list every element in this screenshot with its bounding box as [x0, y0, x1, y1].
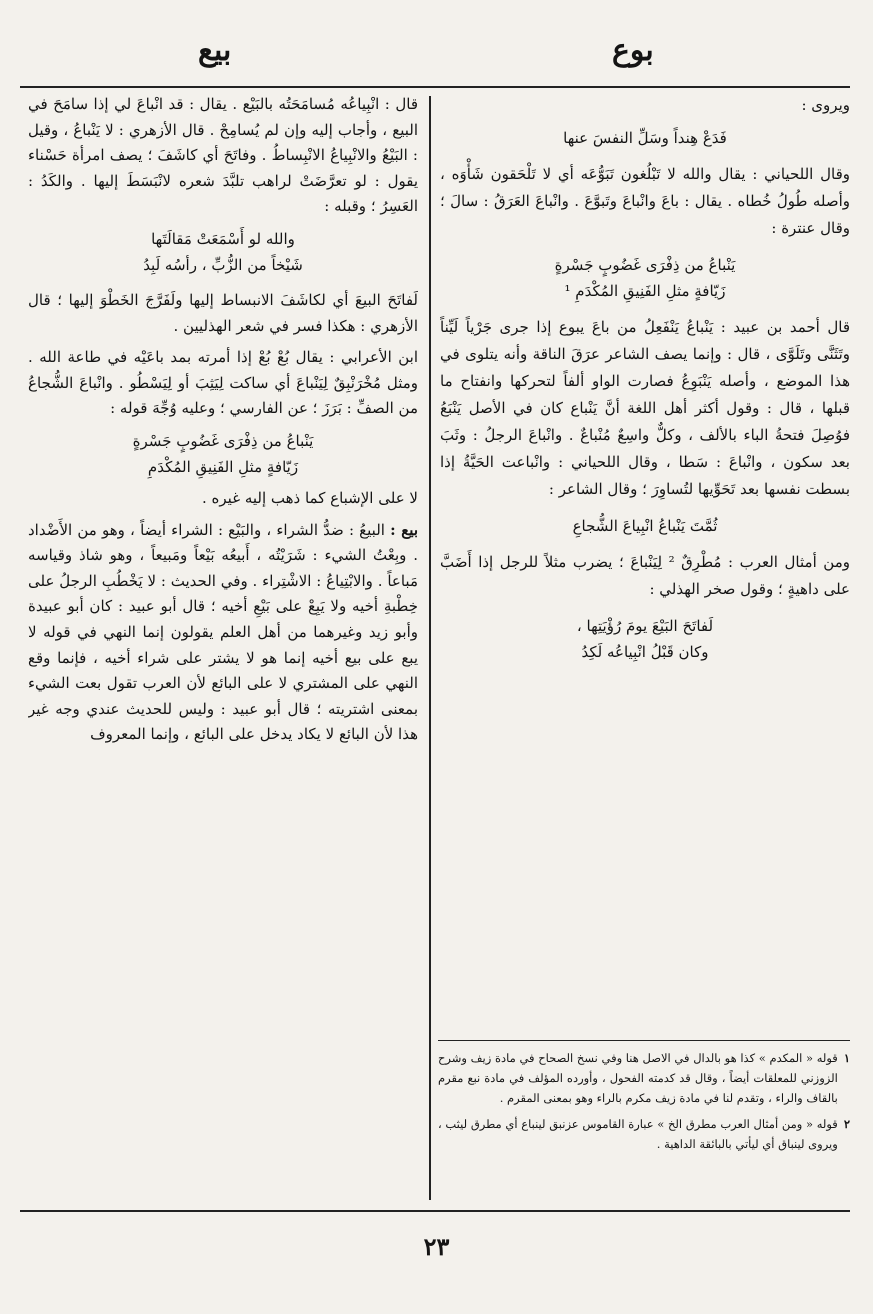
entry-text: البيعُ : ضدُّ الشراء ، والبَيْع : الشراء أيضاً ، وهو من الأَضْداد . وبِعْتُ الشيء : شَرَيْتُه ، أَبيعُه بَيْعاً ومَبيعاً ، وهو شاذ وقياسه مَباعاً . والابْتِياعُ : الاشْتِراء . وفي الحديث : لا يَخْطُبِ الرجلُ على خِطْبةِ أخيه ولا يَبِعْ على بَيْعِ أخيه ؛ قال أبو عبيد : كان أبو عبيدة وأبو زيد وغيرهما من أهل العلم يقولون إنما النهي في قوله لا يبع على بيع أخيه إنما هو لا يشتر على شراء أخيه ، فإنما وقع النهي على المشتري لا على البائع لأن العرب تقول بعت الشيء بمعنى اشتريته ؛ قال أبو عبيد : وليس للحديث عندي وجه غير هذا لأن البائع لا يكاد يدخل على البائع ، وإنما المعروف: [28, 520, 418, 744]
footnote-text: قوله « ومن أمثال العرب مطرق الخ » عبارة القاموس عزنبق لينباع أي مطرق ليثب ، ويروى لينباق أي ليأتي بالبائقة الداهية .: [438, 1117, 838, 1151]
verse-line: ثُمَّتَ يَنْباعُ انْبِياعَ الشُّجاعِ: [572, 517, 718, 535]
footnote: [438, 1048, 850, 1108]
text-paragraph: قال أحمد بن عبيد : يَنْباعُ يَنْفَعِلُ من باعَ يبوع إذا جرى جَرْياً لَيِّناً وتَثَنَّى وتَلَوَّى ، قال : وإنما يصف الشاعر عرَقَ الناقة وأنه يتلوى في هذا الموضع ، وأصله يَنْبَوِعُ فصارت الواو ألفاً لتحركها وانفتاح ما قبلها ، قال : وقول أكثر أهل اللغة أنَّ يَنْباع كان في الأصل يَنْبَعُ فوُصِلَ فتحةُ الباء بالألف ، وكلٌّ واسِعٌ مُنْباعٌ . وانْباعَ الرجلُ : وثَبَ بعد سكون ، وانْباعَ : سَطا ، وقال اللحياني : وانْباعت الحَيَّةُ إذا بسطت نفسها بعد تَحَوِّيها لتُساوِرَ ؛ وقال الشاعر :: [440, 318, 850, 498]
text-paragraph: وقال اللحياني : يقال والله لا تَبْلُغون تَبَوُّعَه أي لا تَلْحَقون شَأْوَه ، وأصله طُولُ خُطاه . يقال : باعَ وانْباعَ وتَبوَّعَ . وانْباعَ العَرَقُ : سالَ ؛ وقال عنترة :: [440, 165, 850, 237]
column-divider: [429, 96, 431, 1200]
right-column: [440, 92, 850, 1040]
verse-line: زَيّافةٍ مثلِ الفَنِيقِ المُكْدَمِ ¹: [564, 282, 726, 300]
footnotes: [438, 1048, 850, 1198]
verse-line: وكان قَبْلُ انْبِياعُه لَكِدُ: [581, 643, 709, 661]
text-paragraph: ابن الأعرابي : يقال بُعْ بُعْ إذا أمرته بمد باعَيْه في طاعة الله . ومثل مُخْرَنْبِقٌ لِيَنْباعَ أي ساكت لِيَثِبَ أو لِيَسْطُو . وانْباعَ الشُّجاعُ من الصفِّ : بَرَزَ ؛ عن الفارسي ؛ وعليه وُجِّهَ قوله :: [28, 348, 418, 418]
footnote-number: ٢: [843, 1117, 850, 1131]
text-paragraph: قال : انْبِياعُه مُسامَحَتُه بالبَيْع . يقال : قد انْباعَ لي إذا سامَحَ في البيع ، وأجاب إليه وإن لم يُسامِحْ . قال الأزهري : لا يَنْباعُ ، وقيل : البَيْعُ والانْبِياعُ الانْبِساطُ . وفاتَحَ أي كاشَفَ ؛ يصف امرأة حَسْناء يقول : لو تعرَّضَتْ لراهب تلبَّدَ شعره لانْبَسَطَ إليها . والكَدُ : العَسِرُ ؛ وقبله :: [28, 95, 418, 216]
header-rule: [20, 86, 850, 88]
page-number: ٢٣: [423, 1232, 450, 1261]
running-head-right: بوع: [612, 33, 654, 68]
footnote-number: ١: [843, 1051, 850, 1065]
entry-headword: بيع :: [390, 520, 418, 539]
footer-rule: [20, 1210, 850, 1212]
text-paragraph: ويروى :: [801, 96, 850, 114]
verse-line: يَنْباعُ من ذِفْرَى غَضُوبٍ جَسْرةٍ: [132, 431, 314, 450]
text-paragraph: لَفاتَحَ البيعَ أي لكاشَفَ الانبساط إليها ولَفَرَّجَ الخَطْوَ إليها ؛ قال الأزهري : هكذا فسر في شعر الهذليين .: [28, 290, 418, 335]
footnote-text: قوله « المكدم » كذا هو بالدال في الاصل هنا وفي نسخ الصحاح في مادة زيف وشرح الزوزني للمعلقات أيضاً ، وقال قد كدمته الفحول ، وأورده المؤلف في مادة نبع مقرم بالقاف والراء ، وتقدم لنا في مادة زيف مكرم بالراء وهو بمعنى المقرم .: [438, 1051, 838, 1105]
verse-line: فَدَعْ هِنداً وسَلِّ النفسَ عنها: [563, 129, 727, 147]
dictionary-entry: [28, 518, 418, 748]
verse-line: لَفاتَحَ البَيْعَ يومَ رُؤْيَتِها ،: [576, 617, 714, 635]
footnote: [438, 1114, 850, 1154]
text-paragraph: لا على الإشباع كما ذهب إليه غيره .: [202, 488, 418, 507]
verse-line: زَيّافةٍ مثلِ الفَنِيقِ المُكْدَمِ: [147, 457, 299, 476]
left-column: [28, 92, 418, 1200]
text-paragraph: ومن أمثال العرب : مُطْرِقٌ ² لِيَنْباعَ ؛ يضرب مثلاً للرجل إذا أَضَبَّ على داهيةٍ ؛ وقول صخر الهذلي :: [440, 553, 850, 598]
verse-line: شَيْخاً من الزُّبِّ ، رأسُه لَبِدُ: [143, 255, 303, 274]
running-head-left: بيع: [198, 33, 232, 68]
verse-line: والله لو أَسْمَعَتْ مَقالَتَها: [151, 229, 295, 248]
verse-line: يَنْباعُ من ذِفْرَى غَضُوبٍ جَسْرةٍ: [554, 256, 736, 274]
footnote-rule: [438, 1040, 850, 1041]
